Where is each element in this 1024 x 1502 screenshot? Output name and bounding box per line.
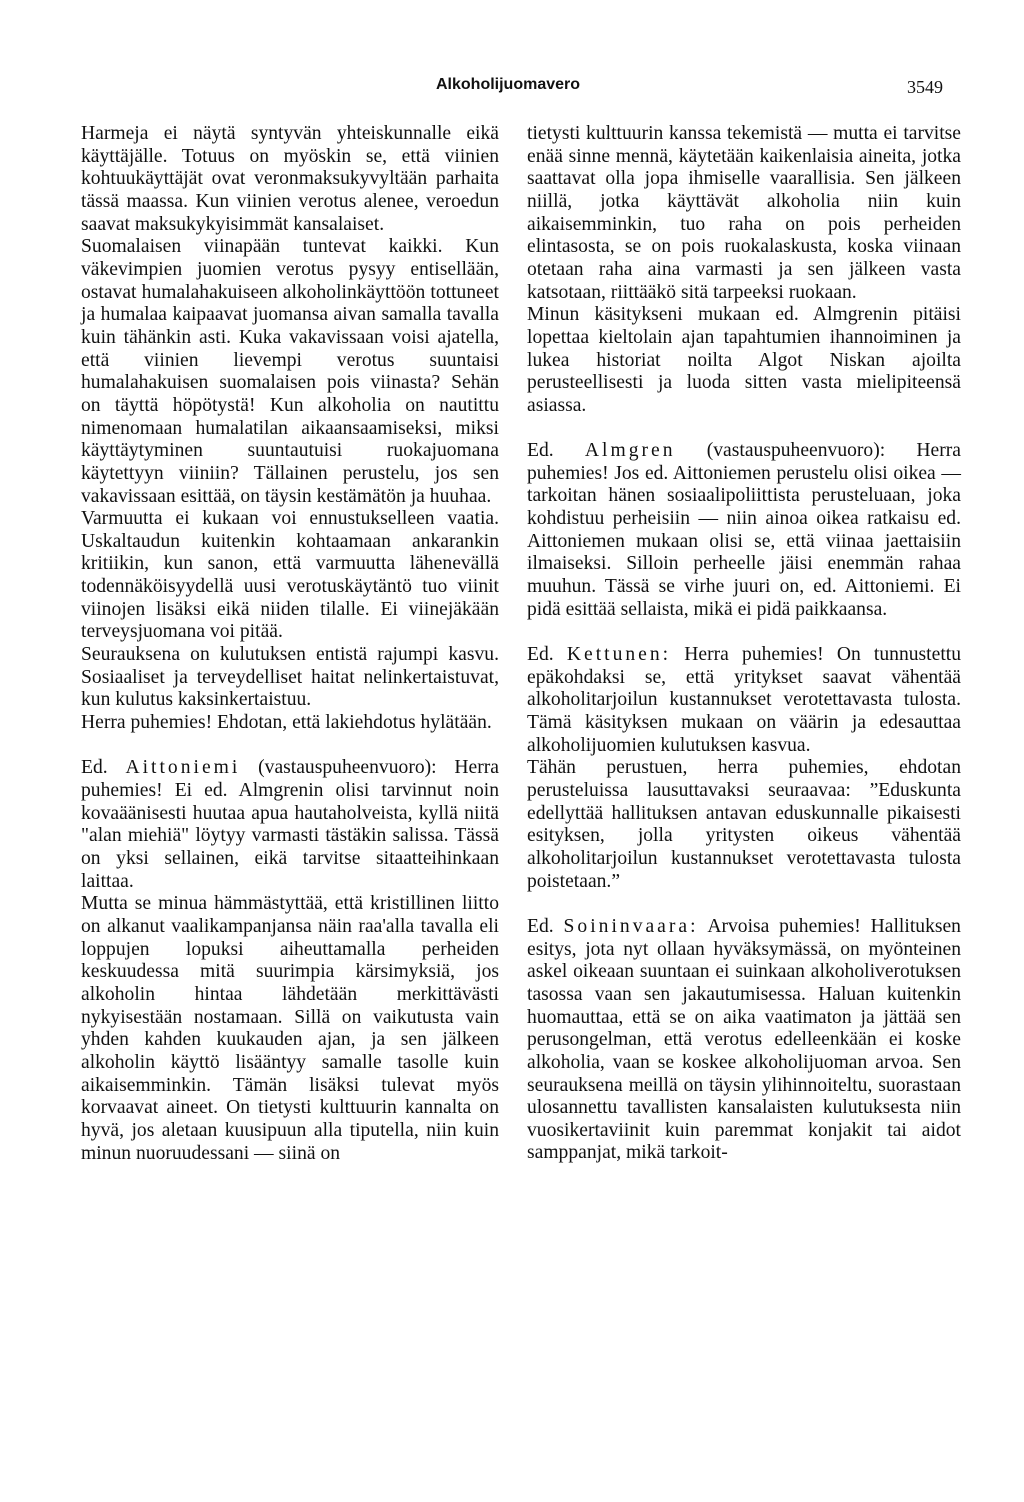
speaker-name: Aittoniemi [125, 757, 241, 779]
paragraph: tietysti kulttuurin kanssa tekemistä — mutta ei tarvitse enää sinne mennä, käytetään kaikenlaisia aineita, jotka saattavat olla jopa ihmiselle vaarallisia. Sen jälkeen niillä, jotka käyttävät alkoholia niin kuin aikaisemminkin, tuo raha on pois perheiden elintasosta, se on pois ruokalaskusta, koska viinaan otetaan raha aina varmasti ja sen jälkeen vasta katsotaan, riittääkö sitä tarpeeksi ruokaan. [527, 123, 961, 303]
paragraph: Varmuutta ei kukaan voi ennustukselleen vaatia. Uskaltaudun kuitenkin kohtaamaan ankarankin kritiikin, kun sanon, että varmuutta lähenevällä todennäköisyydellä uusi verotuskäytäntö tuo viinit viinojen lisäksi eikä niiden tilalle. Ei viinejäkään terveysjuomana voi pitää. [81, 508, 499, 643]
paragraph: Seurauksena on kulutuksen entistä rajumpi kasvu. Sosiaaliset ja terveydelliset haitat nelinkertaistuvat, kun kulutus kaksinkertaistuu. [81, 644, 499, 711]
speech-kettunen [527, 644, 961, 757]
speech-aittoniemi [81, 757, 499, 893]
paragraph: Tähän perustuen, herra puhemies, ehdotan perusteluissa lausuttavaksi seuraavaa: ”Eduskunta edellyttää hallituksen antavan eduskunnalle pikaisesti esityksen, jolla yritysten oikeus vähentää alkoholitarjoilun kustannukset verotettavasta tulosta poistetaan.” [527, 757, 961, 892]
speaker-prefix: Ed. [527, 915, 554, 937]
speaker-name: Kettunen: [566, 644, 672, 666]
speech-almgren [527, 440, 961, 621]
right-column [527, 123, 961, 1165]
paragraph: Mutta se minua hämmästyttää, että kristillinen liitto on alkanut vaalikampanjansa näin raa'alla tavalla eli loppujen lopuksi aiheuttamalla perheiden keskuudessa mitä suurimpia kärsimyksiä, jos alkoholin hintaa lähdetään merkittävästi nykyisestään nostamaan. Sillä on vaikutusta vain yhden kahden kuukauden ajan, ja sen jälkeen alkoholin käyttö lisääntyy samalle tasolle kuin aikaisemminkin. Tämän lisäksi tulevat myös korvaavat aineet. On tietysti kulttuurin kannalta on hyvä, jos aletaan kuusipuun alla tiputella, niin kuin minun nuoruudessani — siinä on [81, 893, 499, 1164]
left-column [81, 123, 499, 1165]
page-number: 3549 [907, 77, 943, 97]
speaker-name: Soininvaara: [563, 915, 699, 937]
speech-soininvaara [527, 916, 961, 1165]
paragraph: Herra puhemies! Ehdotan, että lakiehdotus hylätään. [81, 712, 492, 734]
speaker-prefix: Ed. [81, 757, 108, 779]
speaker-prefix: Ed. [527, 644, 554, 666]
speech-text: Arvoisa puhemies! Hallituksen esitys, jota nyt ollaan hyväksymässä, on myönteinen askel oikeaan suuntaan ei suinkaan alkoholiverotuksen tasossa vaan sen jakautumisessa. Haluan kuitenkin huomauttaa, että se on aika vaatimaton ja jättää sen perusongelman, että verotus edelleenkään ei koske alkoholia, vaan se koskee alkoholijuoman arvoa. Sen seurauksena meillä on täysin ylihinnoiteltu, suorastaan ulosannettu tavallisten kansalaisten kulutuksesta niin vuosikertaviinit kuin paremmat konjakit tai aidot samppanjat, mikä tarkoit- [527, 915, 961, 1164]
paragraph: Suomalaisen viinapään tuntevat kaikki. Kun väkevimpien juomien verotus pysyy entisellään, ostavat humalahakuiseen alkoholinkäyttöön tottuneet ja humalaa kaipaavat juomansa aivan samalla tavalla kuin tähänkin asti. Kuka vakavissaan voisi ajatella, että viinien lievempi verotus suuntaisi humalahakuisen suomalaisen pois viinasta? Sehän on täyttä höpötystä! Kun alkoholia on nautittu nimenomaan humalatilan aikaansaamiseksi, miksi käyttäytyminen suuntautuisi ruokajuomana käytettyyn viiniin? Tällainen perustelu, jos sen vakavissaan esittää, on täysin kestämätön ja huuhaa. [81, 236, 499, 507]
speech-text: Herra puhemies! On tunnustettu epäkohdaksi se, että yritykset saavat vähentää alkoholitarjoilun kustannukset verotettavasta tulosta. Tämä käsityksen mukaan on väärin ja edesauttaa alkoholijuomien kulutuksen kasvua. [527, 644, 962, 756]
speaker-prefix: Ed. [527, 440, 554, 462]
speaker-name: Almgren [584, 440, 676, 462]
paragraph: Harmeja ei näytä syntyvän yhteiskunnalle eikä käyttäjälle. Totuus on myöskin se, että viinien kohtuukäyttäjät ovat veronmaksukyvyltään parhaita tässä maassa. Kun viinien verotus alenee, veroedun saavat maksukykyisimmät kansalaiset. [81, 123, 499, 235]
running-header-title: Alkoholijuomavero [436, 76, 581, 93]
paragraph: Minun käsitykseni mukaan ed. Almgrenin pitäisi lopettaa kieltolain ajan tapahtumien ihannoiminen ja lukea historiat noilta Algot Niskan ajoilta perusteellisesti ja luoda sitten vasta mielipiteensä asiassa. [527, 304, 961, 416]
speech-text: (vastauspuheenvuoro): Herra puhemies! Ei ed. Almgrenin olisi tarvinnut noin kovaäänisesti huutaa apua hautaholveista, kyllä niitä "alan miehiä" löytyy varmasti tästäkin salissa. Tässä on yksi sellainen, eikä tarvitse sitaatteihinkaan laittaa. [81, 757, 499, 892]
speech-text: (vastauspuheenvuoro): Herra puhemies! Jos ed. Aittoniemen perustelu olisi oikea — tarkoitan hänen sosiaalipoliittista perusteluaan, joka kohdistuu perheisiin — niin ainoa oikea ratkaisu ed. Aittoniemen mukaan olisi se, että viinaa jaettaisiin ilmaiseksi. Silloin perheelle jäisi enemmän rahaa muuhun. Tässä se virhe juuri on, ed. Aittoniemi. Ei pidä esittää sellaista, mikä ei pidä paikkaansa. [527, 440, 961, 620]
